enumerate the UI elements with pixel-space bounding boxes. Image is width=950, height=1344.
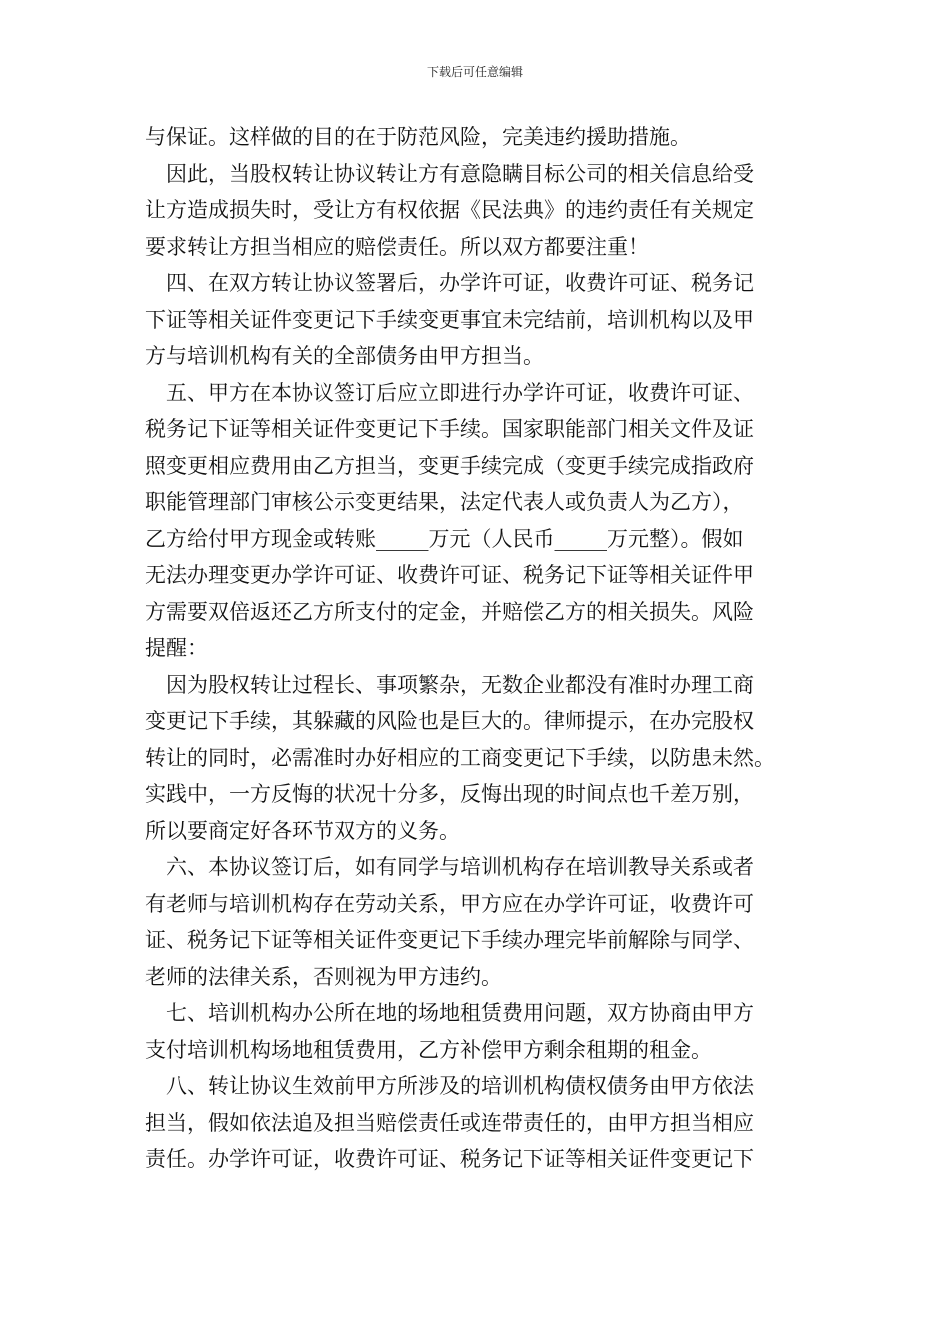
text-line: 方与培训机构有关的全部债务由甲方担当。 <box>145 344 544 368</box>
text-line: 让方造成损失时，受让方有权依据《民法典》的违约责任有关规定 <box>145 198 754 222</box>
text-line: 因为股权转让过程长、事项繁杂，无数企业都没有准时办理工商 <box>166 672 754 697</box>
text-line: 与保证。这样做的目的在于防范风险，完美违约援助措施。 <box>145 125 691 149</box>
page-header: 下载后可任意编辑 <box>426 65 523 79</box>
text-line: 方需要双倍返还乙方所支付的定金，并赔偿乙方的相关损失。风险 <box>145 599 754 624</box>
text-line: 老师的法律关系，否则视为甲方违约。 <box>145 964 502 989</box>
text-line: 无法办理变更办学许可证、收费许可证、税务记下证等相关证件甲 <box>145 563 754 587</box>
text-line: 下证等相关证件变更记下手续变更事宜未完结前，培训机构以及甲 <box>145 307 754 332</box>
text-line: 七、培训机构办公所在地的场地租赁费用问题，双方协商由甲方 <box>166 1001 754 1025</box>
text-line: 责任。办学许可证，收费许可证、税务记下证等相关证件变更记下 <box>145 1147 754 1171</box>
text-line: 有老师与培训机构存在劳动关系，甲方应在办学许可证，收费许可 <box>145 891 754 916</box>
text-line: 照变更相应费用由乙方担当，变更手续完成（变更手续完成指政府 <box>145 453 754 478</box>
text-line: 乙方给付甲方现金或转账_____万元（人民币_____万元整）。假如 <box>145 526 744 551</box>
document-body <box>145 119 817 1178</box>
text-line: 支付培训机构场地租赁费用，乙方补偿甲方剩余租期的租金。 <box>145 1037 712 1062</box>
text-line: 转让的同时，必需准时办好相应的工商变更记下手续，以防患未然。 <box>145 745 775 770</box>
text-line: 所以要商定好各环节双方的义务。 <box>145 818 460 843</box>
text-line: 因此，当股权转让协议转让方有意隐瞒目标公司的相关信息给受 <box>166 161 754 186</box>
text-line: 担当，假如依法追及担当赔偿责任或连带责任的，由甲方担当相应 <box>145 1110 754 1135</box>
text-line: 提醒： <box>145 636 208 660</box>
text-line: 税务记下证等相关证件变更记下手续。国家职能部门相关文件及证 <box>145 417 754 441</box>
text-line: 证、税务记下证等相关证件变更记下手续办理完毕前解除与同学、 <box>145 928 754 952</box>
text-line: 八、转让协议生效前甲方所涉及的培训机构债权债务由甲方依法 <box>166 1074 754 1098</box>
text-line: 变更记下手续，其躲藏的风险也是巨大的。律师提示，在办完股权 <box>145 709 754 733</box>
text-line: 要求转让方担当相应的赔偿责任。所以双方都要注重！ <box>145 234 649 259</box>
text-line: 职能管理部门审核公示变更结果，法定代表人或负责人为乙方）， <box>145 490 744 514</box>
text-line: 五、甲方在本协议签订后应立即进行办学许可证，收费许可证、 <box>166 380 754 405</box>
text-line: 四、在双方转让协议签署后，办学许可证，收费许可证、税务记 <box>166 271 754 295</box>
text-line: 实践中，一方反悔的状况十分多，反悔出现的时间点也千差万别， <box>145 782 754 806</box>
text-line: 六、本协议签订后，如有同学与培训机构存在培训教导关系或者 <box>166 855 754 879</box>
